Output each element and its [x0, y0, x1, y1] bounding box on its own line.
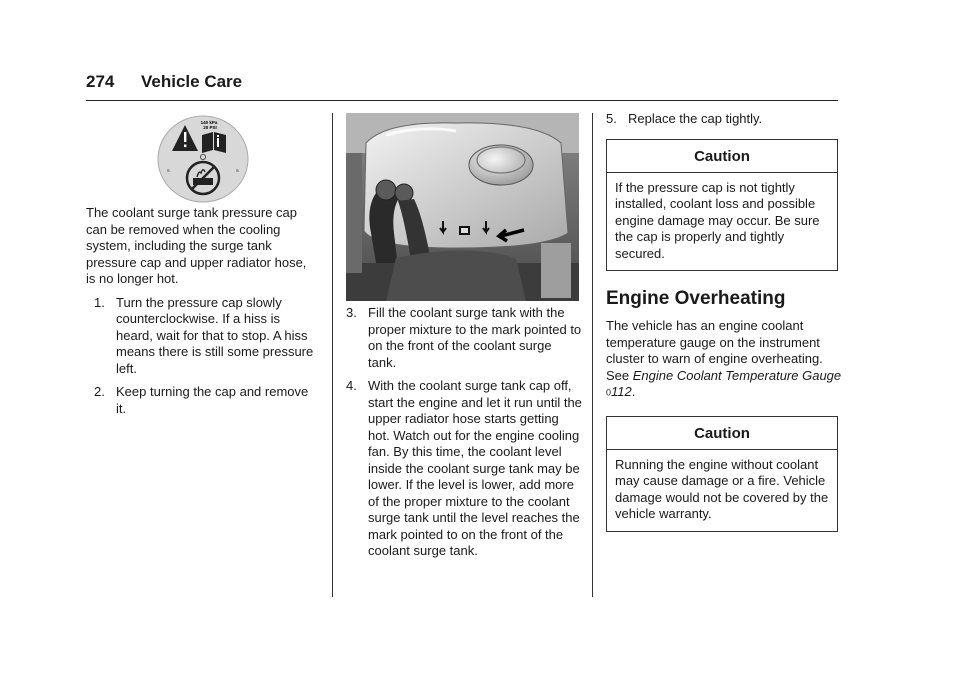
step-text: Replace the cap tightly.	[628, 111, 763, 126]
column-divider-left	[332, 113, 333, 597]
caution-body: If the pressure cap is not tightly installed, coolant loss and possible engine damage may occur. Be sure the cap is properly and tightly secured.	[615, 179, 820, 261]
owner-manual-icon	[202, 132, 226, 153]
step-number: 2.	[94, 384, 105, 399]
steps-list-3	[606, 111, 842, 128]
caution-title: Caution	[607, 417, 837, 450]
intro-paragraph: The coolant surge tank pressure cap can be removed when the cooling system, including the surge tank pressure cap and upper radiator hose, is no longer hot.	[86, 205, 307, 286]
section-title: Vehicle Care	[141, 72, 243, 91]
page-ref-icon: 0	[606, 387, 612, 398]
step-text: Keep turning the cap and remove it.	[116, 384, 309, 416]
page-header	[86, 70, 838, 101]
section-heading: Engine Overheating	[606, 288, 786, 309]
pressure-label-kpa: 140 kPa	[200, 120, 218, 125]
step-4	[346, 378, 582, 560]
paragraph-end: .	[631, 384, 636, 399]
caution-box-coolant	[606, 416, 838, 532]
pressure-label-psi: 20 PSI	[203, 125, 217, 130]
column-3	[606, 111, 842, 532]
caution-title: Caution	[607, 140, 837, 173]
cross-reference-link[interactable]: Engine Coolant Temperature Gauge	[632, 367, 842, 383]
step-1	[94, 295, 316, 378]
step-text: Fill the coolant surge tank with the proper mixture to the mark pointed to on the front of the coolant surge tank.	[368, 305, 582, 370]
column-1	[86, 205, 316, 417]
overheating-paragraph	[606, 318, 842, 401]
pressure-cap-symbol	[157, 115, 249, 203]
caution-body: Running the engine without coolant may cause damage or a fire. Vehicle damage would not be covered by the vehicle warranty.	[615, 456, 829, 522]
step-5	[606, 111, 842, 128]
rotation-mark-left: S	[167, 168, 170, 173]
step-text: With the coolant surge tank cap off, start the engine and let it run until the upper radiator hose starts getting hot. Watch out for the engine cooling fan. By this time, the coolant level inside the coolant surge tank may be lower. If the level is lower, add more of the proper mixture to the coolant surge tank until the level reaches the mark pointed to on the front of the coolant surge tank.	[368, 378, 582, 558]
page-reference[interactable]: 112	[611, 384, 632, 399]
step-number: 3.	[346, 305, 357, 320]
steps-list-1	[86, 295, 316, 418]
column-2	[346, 305, 582, 560]
step-number: 5.	[606, 111, 617, 126]
caution-box-pressure-cap	[606, 139, 838, 272]
coolant-tank-photo	[346, 113, 579, 301]
step-number: 4.	[346, 378, 357, 393]
step-2	[94, 384, 316, 417]
paragraph-text: The vehicle has an engine coolant temperature gauge on the instrument cluster to warn of engine overheating. See	[606, 318, 823, 383]
page-number: 274	[86, 72, 115, 91]
column-divider-right	[592, 113, 593, 597]
step-text: Turn the pressure cap slowly counterclockwise. If a hiss is heard, wait for that to stop. A hiss means there is still some pressure left.	[116, 294, 314, 376]
rotation-mark-right: S	[236, 168, 239, 173]
step-number: 1.	[94, 294, 105, 310]
step-3	[346, 305, 582, 371]
steps-list-2	[346, 305, 582, 560]
